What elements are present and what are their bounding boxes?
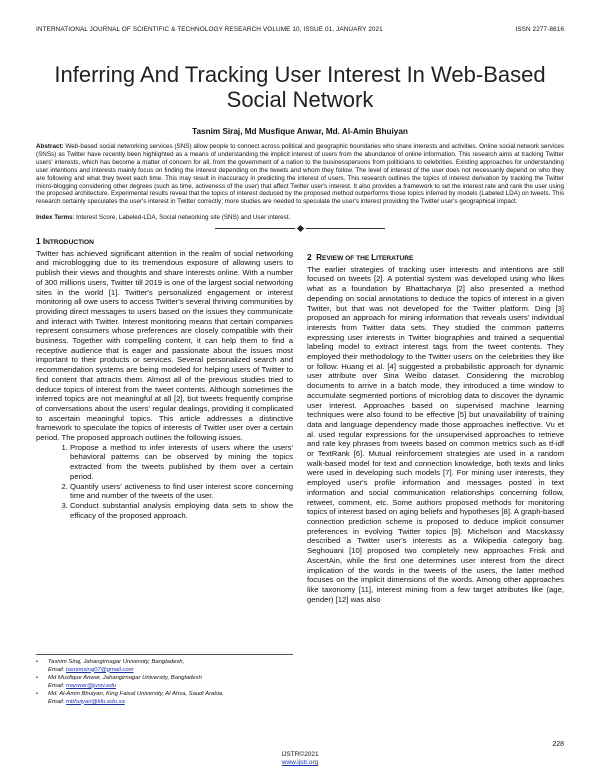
literature-paragraph: The earlier strategies of tracking user interests and intentions are still focused on tweets [2]. A potential system was developed using who likes what as a foundation by Bhattacharya [2] also presented a method depending on social annotations to deduce the topics of interest in a given Twitter, but that was not developed for the Twitter platform. Ding [3] proposed an approach for mining information that reveals users' individual interests from Twitter data sets. They studied the common patterns expressing user interests in Twitter biographies and trained a sequential labeling model to extract interest tags from the tweet contents. They employed their methodology to the Twitter users on the celebrities they like or follow. Huang et al. [4] suggested a probabilistic approach for dynamic user attribute over Sina Weibo dataset. Considering the microblog documents to arrive in a batch mode, they introduced a time window to accumulate segmented portions of microblog data to discover the dynamic user interest. Approaches based on supervised machine learning techniques were also found to be effective [5] but unavailability of training data and language dependency made those approaches ineffective. Vu et al. used regular expressions for the unsupervised approaches to retrieve and rate key phrases from tweets based on common metrics such as tf-idf or TextRank [6]. Mutual reinforcement strategies are used in a random walk-based model for text and connection knowledge, both texts and links were used in developing such models [7]. For mining user interests, they employed user's profile information and messages posted in text information and social communication relationships concerning follow, retweet, comment, etc. Some authors proposed methods for monitoring topics of interest based on aging beliefs and hypotheses [8]. A graph-based connection prediction scheme is proposed to deduce implicit consumer preferences in evolving Twitter topics [9]. Michelson and Macskassy described a Twitter user's interests as a Wikipedia category bag. Seghouani [10] proposed two completely new approaches Frisk and AscertAin, while the first one determines user interest from the direct implication of the words in the tweets of the users, the latter method focuses on the implicit dimensions of the words. Among other approaches like taxonomy [11], interest mining from a few target attributes like (age, gender) [12] was also [307, 264, 564, 604]
list-item: 3. Conduct substantial analysis employing data sets to show the efficacy of the proposed approach. [70, 501, 293, 520]
journal-url-link[interactable]: www.ijstr.org [281, 759, 319, 766]
issn: ISSN 2277-8616 [515, 26, 564, 33]
email-link[interactable]: tasnimsiraj07@gmail.com [66, 666, 134, 673]
footnote-item: • Md Musfique Anwar, Jahangirnagar University, Bangladesh Email: manwar@juniv.edu [36, 675, 202, 689]
section-heading-introduction: 1 INTRODUCTION [36, 237, 94, 246]
list-item: 2. Quantify users' activeness to find user interest score concerning time and number of the tweets of the user. [70, 482, 293, 501]
journal-header: INTERNATIONAL JOURNAL OF SCIENTIFIC & TECHNOLOGY RESEARCH VOLUME 10, ISSUE 01, JANUARY 2021 [36, 26, 383, 33]
contribution-list [36, 443, 293, 521]
email-link[interactable]: mbhuiyan@kfu.edu.sa [66, 698, 125, 705]
copyright-code: IJSTR©2021 [281, 751, 319, 758]
index-terms [36, 214, 564, 222]
left-column [36, 237, 293, 520]
list-item: 1. Propose a method to infer interests of users where the users' behavioral patterns can be observed by mining the topics extracted from the tweets published by them over a certain period. [70, 443, 293, 482]
right-column [307, 253, 564, 604]
paper-title: Inferring And Tracking User Interest In Web-Based Social Network [54, 62, 546, 112]
page-number: 228 [552, 741, 564, 748]
diamond-icon [296, 224, 303, 231]
page-footer [0, 751, 600, 767]
section-divider [215, 224, 385, 232]
footnote-item: • Md. Al-Amin Bhuiyan, King Faisal University, Al Ahsa, Saudi Arabia. Email: mbhuiyan@kfu.edu.sa [36, 691, 224, 705]
abstract [36, 143, 564, 206]
abstract-text: Web-based social networking services (SNS) allow people to connect across political and geographic boundaries who share interests and activities. Online social network services (SNSs) as Twitter have recently been highlighted as a means of understanding the implicit interest of users from the abundance of online information. This research aims at tracking Twitter users' interests, which has become a matter of concern for all, from the government of a nation to the businesspersons from politicians to celebrities. Existing approaches for understanding user intentions and interests mainly focus on finding the interest depending on the tweets and whom they follow. The level of interest of the user does not necessarily depend on who they are following and what they tweet each time. This may result in inaccuracy in predicting the interest of users. This research outlines the topics of interest derivation by tracking the Twitter micro-blogging considering other degrees (such as time, activeness of the user) that affect Twitter user's interest. It also provides a framework to set the interest rate and rank the user using the proposed architecture. Experimental results reveal that the topics of interest deduced by the proposed method outperforms those topics inferred by models (Labeled LDA) on tweets. This research certainly speculates the user's interest in Twitter correctly; more studies are needed to speculate the user's interest providing the Twitter user's geographical impact. [36, 143, 564, 206]
authors: Tasnim Siraj, Md Musfique Anwar, Md. Al-Amin Bhuiyan [192, 127, 408, 136]
index-terms-label: Index Terms [36, 214, 73, 221]
author-footnotes [36, 654, 293, 707]
intro-paragraph: Twitter has achieved significant attention in the realm of social networking and microblogging due to its tremendous exposure of allowing users to publish their views and thoughts and share interests online. With a number of 300 millions users, Twitter till 2019 is one of the largest social networking sites in the world [1]. Twitter's personalized engagement or interest monitoring all owe users to access Twitter's several thriving communities by providing direct messages to users based on the issues they communicate and interact with Twitter. Interest monitoring means that certain companies represent consumers whose preferences are closely compatible with their business. Together with compelling content, it can help them to find a receptive audience that is eager and passionate about the issues most important to their products or services. Several personalized search and recommendation systems are being modeled for helping users of Twitter to find content that attracts them. Almost all of the previous studies tried to deduce topics of interest from the tweet contents. Although sometimes the inferred topics are not meaningful at all [2], but tweets frequently comprise of conversations about the users' regular dealings, providing it complicated to ascertain meaningful topics. This article addresses a distinctive framework to speculate the topics of interests of Twitter user over a certain period. The proposed approach outlines the following issues. [36, 248, 293, 443]
index-terms-text: : Interest Score, Labeled-LDA, Social networking site (SNS) and User interest. [72, 214, 291, 221]
section-heading-literature-review: 2 REVIEW OF THE LITERATURE [307, 253, 414, 262]
email-link[interactable]: manwar@juniv.edu [66, 682, 117, 689]
running-header [36, 26, 564, 33]
abstract-label: Abstract: [36, 143, 64, 150]
footnote-item: • Tasnim Siraj, Jahangirnagar University, Bangladesh, Email: tasnimsiraj07@gmail.com [36, 659, 185, 673]
